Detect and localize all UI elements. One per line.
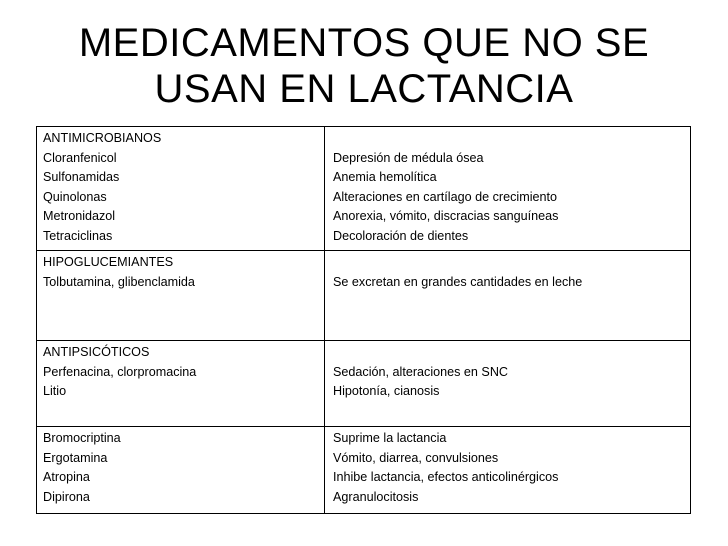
effect-text: Depresión de médula ósea: [333, 150, 484, 165]
category-label: ANTIMICROBIANOS: [43, 131, 162, 145]
drug-cell: [37, 427, 325, 514]
drug-name: Ergotamina: [43, 450, 108, 465]
category-label: ANTIPSICÓTICOS: [43, 345, 150, 359]
effect-text: Se excretan en grandes cantidades en leche: [333, 274, 583, 289]
table-row-antipsicoticos: [37, 341, 691, 427]
effect-cell: [325, 127, 691, 251]
drug-cell: [37, 251, 325, 341]
drug-name: Quinolonas: [43, 189, 107, 204]
table-row-hipoglucemiantes: [37, 251, 691, 341]
effect-text: Anorexia, vómito, discracias sanguíneas: [333, 209, 559, 223]
drug-name: Atropina: [43, 470, 90, 484]
effect-cell: [325, 341, 691, 427]
effect-text: Sedación, alteraciones en SNC: [333, 364, 509, 379]
drug-name: Tolbutamina, glibenclamida: [43, 274, 195, 289]
title-line-1: MEDICAMENTOS QUE NO SE: [78, 21, 650, 65]
effect-cell: [325, 427, 691, 514]
drug-name: Litio: [43, 384, 67, 398]
effect-text: Alteraciones en cartílago de crecimiento: [333, 189, 558, 204]
category-label: HIPOGLUCEMIANTES: [43, 255, 174, 269]
effect-text: Vómito, diarrea, convulsiones: [333, 450, 499, 465]
drug-name: Tetraciclinas: [43, 228, 113, 243]
drug-cell: [37, 127, 325, 251]
effect-text: Anemia hemolítica: [333, 170, 437, 184]
effect-text: Hipotonía, cianosis: [333, 384, 440, 398]
drug-name: Bromocriptina: [43, 431, 121, 445]
drug-cell: [37, 341, 325, 427]
effect-text: Suprime la lactancia: [333, 431, 447, 445]
effect-cell: [325, 251, 691, 341]
title-line-2: USAN EN LACTANCIA: [154, 67, 574, 111]
drug-name: Perfenacina, clorpromacina: [43, 364, 197, 379]
drug-name: Cloranfenicol: [43, 150, 117, 165]
slide-title: [0, 20, 728, 112]
medication-table: [36, 126, 691, 514]
table-row-antimicrobianos: [37, 127, 691, 251]
drug-name: Dipirona: [43, 489, 90, 504]
effect-text: Inhibe lactancia, efectos anticolinérgicos: [333, 470, 559, 484]
drug-name: Sulfonamidas: [43, 170, 120, 184]
drug-name: Metronidazol: [43, 209, 116, 223]
effect-text: Agranulocitosis: [333, 489, 419, 504]
effect-text: Decoloración de dientes: [333, 228, 469, 243]
table-row-otros: [37, 427, 691, 514]
